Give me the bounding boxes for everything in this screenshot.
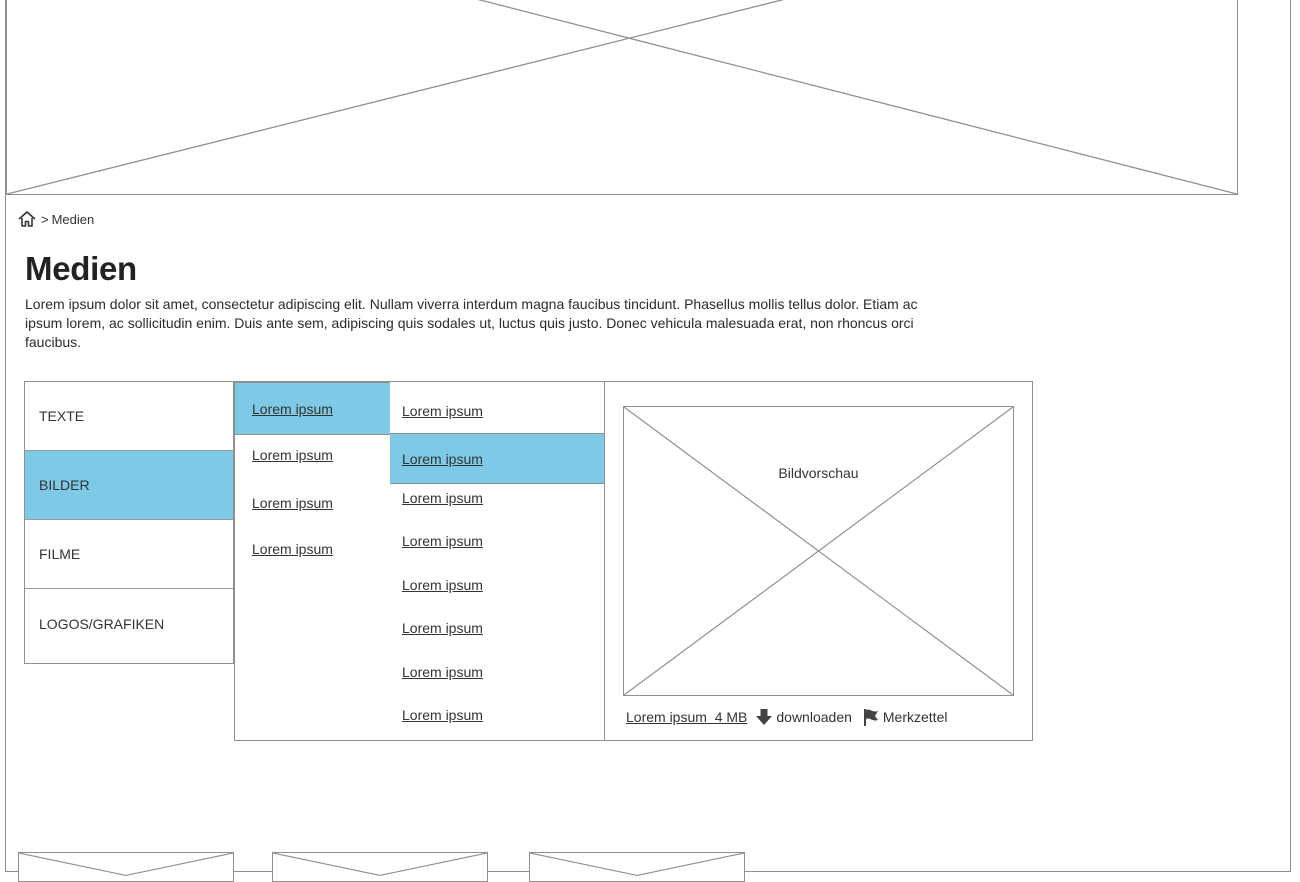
thumbnail-placeholder xyxy=(18,852,234,882)
preview-placeholder-cross xyxy=(624,407,1013,695)
thumbnail-placeholder xyxy=(272,852,488,882)
flag-icon xyxy=(862,707,880,727)
file-link[interactable]: Lorem ipsum xyxy=(390,433,604,484)
file-link[interactable]: Lorem ipsum xyxy=(402,707,483,723)
page-title: Medien xyxy=(25,250,137,287)
home-icon[interactable] xyxy=(17,209,37,229)
intro-text: Lorem ipsum dolor sit amet, consectetur adipiscing elit. Nullam viverra interdum magna faucibus tincidunt. Phasellus mollis tellus dolor. Etiam ac ipsum lorem, ac sollicitudin enim. Duis ante sem, adipiscing quis sodales ut, luctus quis justo. Donec vehicula malesuada erat, non rhoncus orci faucibus. xyxy=(25,296,918,350)
hero-placeholder-cross xyxy=(7,0,1237,194)
subcategory-link[interactable]: Lorem ipsum xyxy=(252,494,333,511)
file-link[interactable]: Lorem ipsum xyxy=(402,403,483,419)
file-link[interactable]: Lorem ipsum xyxy=(402,664,483,680)
download-button[interactable] xyxy=(755,707,852,727)
bookmark-button[interactable] xyxy=(862,707,948,727)
preview-label: Bildvorschau xyxy=(778,465,859,481)
category-item-filme[interactable]: FILME xyxy=(25,520,233,589)
preview-column xyxy=(604,381,1033,741)
download-label: downloaden xyxy=(776,709,852,725)
subcategory-link[interactable]: Lorem ipsum xyxy=(252,540,333,557)
bookmark-label: Merkzettel xyxy=(882,709,948,725)
file-link[interactable]: Lorem ipsum xyxy=(402,620,483,636)
file-info-link[interactable]: Lorem ipsum 4 MB xyxy=(626,709,748,725)
file-column xyxy=(390,381,605,741)
subcategory-column xyxy=(234,381,391,741)
hero-image-placeholder xyxy=(6,0,1238,195)
breadcrumb xyxy=(17,208,94,230)
category-item-texte[interactable]: TEXTE xyxy=(25,382,233,451)
image-preview xyxy=(623,406,1014,696)
file-link[interactable]: Lorem ipsum xyxy=(402,577,483,593)
subcategory-link[interactable]: Lorem ipsum xyxy=(252,446,333,463)
breadcrumb-separator: > xyxy=(41,211,49,227)
media-browser xyxy=(24,381,1033,742)
breadcrumb-current: Medien xyxy=(51,211,95,227)
category-column xyxy=(24,381,234,664)
file-link[interactable]: Lorem ipsum xyxy=(402,490,483,506)
category-item-logos-grafiken[interactable]: LOGOS/GRAFIKEN xyxy=(39,615,165,632)
thumbnail-placeholder xyxy=(529,852,745,882)
subcategory-link[interactable]: Lorem ipsum xyxy=(235,382,390,435)
file-link[interactable]: Lorem ipsum xyxy=(402,533,483,549)
preview-actions xyxy=(626,707,947,727)
download-arrow-icon xyxy=(755,707,773,727)
category-item-bilder[interactable]: BILDER xyxy=(25,451,233,520)
